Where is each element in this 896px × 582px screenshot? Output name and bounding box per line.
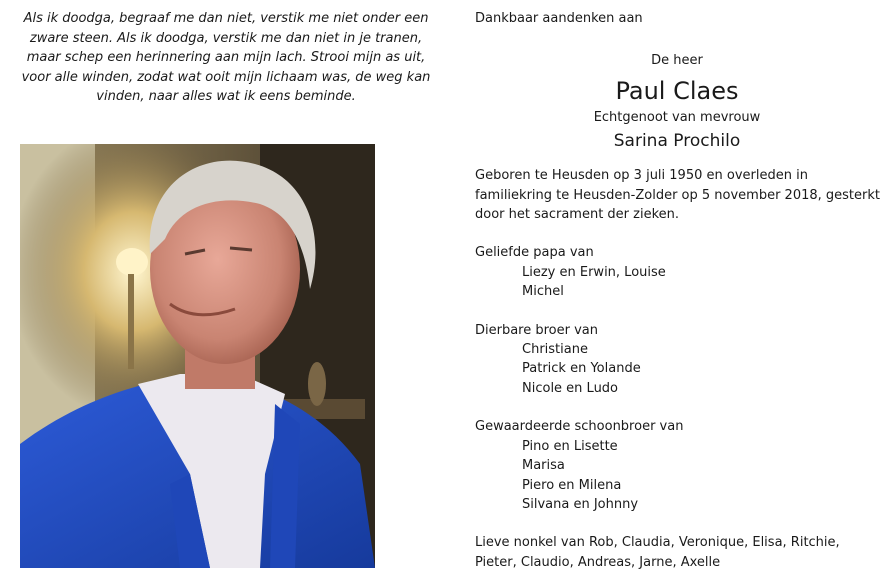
deceased-name: Paul Claes (615, 76, 739, 105)
closing-text: Lieve nonkel van Rob, Claudia, Veronique, Elisa, Ritchie, Pieter, Claudio, Andreas, Jarne, Axelle (475, 535, 840, 570)
siblings-group (475, 321, 885, 399)
biography: Geboren te Heusden op 3 juli 1950 en overleden in familiekring te Heusden-Zolder op 5 november 2018, gesterkt door het sacrament der zieken. (475, 168, 880, 223)
list-item: Marisa (522, 458, 565, 474)
spouse-intro: Echtgenoot van mevrouw (593, 109, 761, 125)
list-item: Silvana en Johnny (522, 496, 639, 512)
list-item: Christiane (522, 342, 588, 358)
group-title: Gewaardeerde schoonbroer van (475, 419, 684, 435)
poem-text: Als ik doodga, begraaf me dan niet, verstik me niet onder een zware steen. Als ik doodga, verstik me dan niet in je tranen, maar schep een herinnering aan mijn lach. Strooi mijn as uit, voor alle winden, zodat wat ooit mijn lichaam was, de weg kan vinden, naar alles wat ik eens beminde. (21, 11, 431, 104)
list-item: Pino en Lisette (522, 438, 618, 454)
list-item: Nicole en Ludo (522, 380, 619, 396)
list-item: Liezy en Erwin, Louise (522, 264, 666, 280)
obituary-text (475, 9, 885, 572)
group-title: Dierbare broer van (475, 322, 599, 338)
list-item: Patrick en Yolande (522, 361, 641, 377)
group-title: Geliefde papa van (475, 245, 594, 261)
spouse-name: Sarina Prochilo (613, 131, 741, 152)
portrait-photo (20, 144, 375, 568)
salutation: De heer (651, 53, 703, 69)
children-group (475, 243, 885, 301)
list-item: Michel (522, 284, 564, 300)
in-laws-group (475, 417, 885, 514)
list-item: Piero en Milena (522, 477, 622, 493)
card-header: Dankbaar aandenken aan (475, 11, 643, 26)
